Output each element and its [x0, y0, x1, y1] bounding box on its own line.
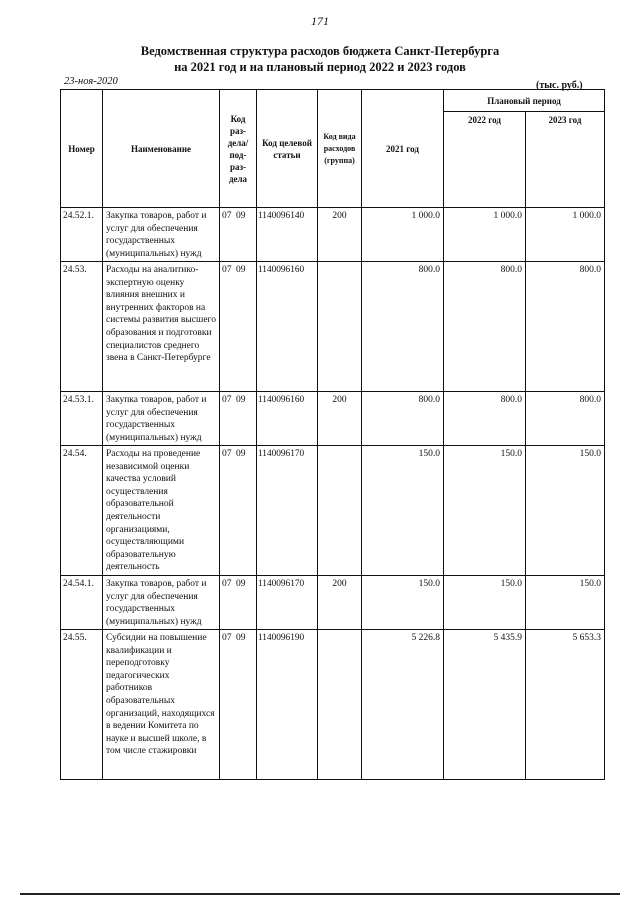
row-name: Закупка товаров, работ и услуг для обеспечения государственных (муниципальных) нужд: [103, 576, 220, 630]
row-name: Расходы на проведение независимой оценки качества условий осуществления образовательной деятельности организациями, осуществляющими образовательную деятельность: [103, 446, 220, 576]
document-title-line-2: на 2021 год и на плановый период 2022 и 2023 годов: [174, 60, 466, 74]
page-number: 171: [311, 14, 329, 28]
row-section: 07 09: [220, 208, 257, 262]
row-amount-2023: 800.0: [526, 262, 605, 392]
row-name: Закупка товаров, работ и услуг для обеспечения государственных (муниципальных) нужд: [103, 392, 220, 446]
row-expense-type: [318, 630, 362, 780]
table-row: [61, 262, 605, 392]
header-year-2023: 2023 год: [526, 112, 605, 208]
row-expense-type: 200: [318, 208, 362, 262]
row-amount-2023: 1 000.0: [526, 208, 605, 262]
row-expense-type: 200: [318, 576, 362, 630]
row-number: 24.54.1.: [61, 576, 103, 630]
row-amount-2023: 150.0: [526, 446, 605, 576]
header-name: Наименование: [103, 90, 220, 208]
row-section: 07 09: [220, 576, 257, 630]
row-amount-2021: 150.0: [362, 576, 444, 630]
row-amount-2022: 5 435.9: [444, 630, 526, 780]
header-target-code: Код целевой статьи: [257, 90, 318, 208]
row-expense-type: [318, 262, 362, 392]
row-target-code: 1140096160: [257, 392, 318, 446]
scan-bottom-edge-line: [20, 893, 620, 895]
units-label: (тыс. руб.): [536, 80, 583, 91]
row-amount-2022: 150.0: [444, 576, 526, 630]
row-amount-2021: 5 226.8: [362, 630, 444, 780]
row-section: 07 09: [220, 446, 257, 576]
row-amount-2021: 150.0: [362, 446, 444, 576]
row-amount-2022: 1 000.0: [444, 208, 526, 262]
row-amount-2023: 800.0: [526, 392, 605, 446]
row-target-code: 1140096170: [257, 446, 318, 576]
row-target-code: 1140096160: [257, 262, 318, 392]
row-amount-2023: 5 653.3: [526, 630, 605, 780]
row-target-code: 1140096190: [257, 630, 318, 780]
header-planned-period: Плановый период: [444, 90, 605, 112]
row-number: 24.54.: [61, 446, 103, 576]
row-amount-2021: 800.0: [362, 392, 444, 446]
row-expense-type: 200: [318, 392, 362, 446]
row-amount-2022: 800.0: [444, 392, 526, 446]
table-row: [61, 446, 605, 576]
row-section: 07 09: [220, 630, 257, 780]
table-row: [61, 208, 605, 262]
row-amount-2021: 1 000.0: [362, 208, 444, 262]
row-name: Расходы на аналитико-экспертную оценку влияния внешних и внутренних факторов на системы развития высшего образования и подготовки специалистов среднего звена в Санкт-Петербурге: [103, 262, 220, 392]
header-year-2022: 2022 год: [444, 112, 526, 208]
row-name: Закупка товаров, работ и услуг для обеспечения государственных (муниципальных) нужд: [103, 208, 220, 262]
table-row: [61, 630, 605, 780]
row-section: 07 09: [220, 262, 257, 392]
row-amount-2022: 150.0: [444, 446, 526, 576]
document-date: 23-ноя-2020: [64, 76, 118, 87]
row-expense-type: [318, 446, 362, 576]
row-number: 24.52.1.: [61, 208, 103, 262]
row-name: Субсидии на повышение квалификации и переподготовку педагогических работников образовательных организаций, находящихся в ведении Комитета по науке и высшей школе, в том числе стажировки: [103, 630, 220, 780]
header-expense-type-code: Код вида расходов (группа): [318, 90, 362, 208]
row-number: 24.53.: [61, 262, 103, 392]
row-section: 07 09: [220, 392, 257, 446]
table-row: [61, 392, 605, 446]
header-year-2021: 2021 год: [362, 90, 444, 208]
row-target-code: 1140096170: [257, 576, 318, 630]
row-number: 24.53.1.: [61, 392, 103, 446]
row-number: 24.55.: [61, 630, 103, 780]
row-target-code: 1140096140: [257, 208, 318, 262]
header-section-code: Код раз- дела/ под- раз- дела: [220, 90, 257, 208]
row-amount-2023: 150.0: [526, 576, 605, 630]
row-amount-2021: 800.0: [362, 262, 444, 392]
budget-table: [60, 89, 605, 780]
document-title-line-1: Ведомственная структура расходов бюджета Санкт-Петербурга: [140, 44, 500, 58]
table-row: [61, 576, 605, 630]
row-amount-2022: 800.0: [444, 262, 526, 392]
header-number: Номер: [61, 90, 103, 208]
